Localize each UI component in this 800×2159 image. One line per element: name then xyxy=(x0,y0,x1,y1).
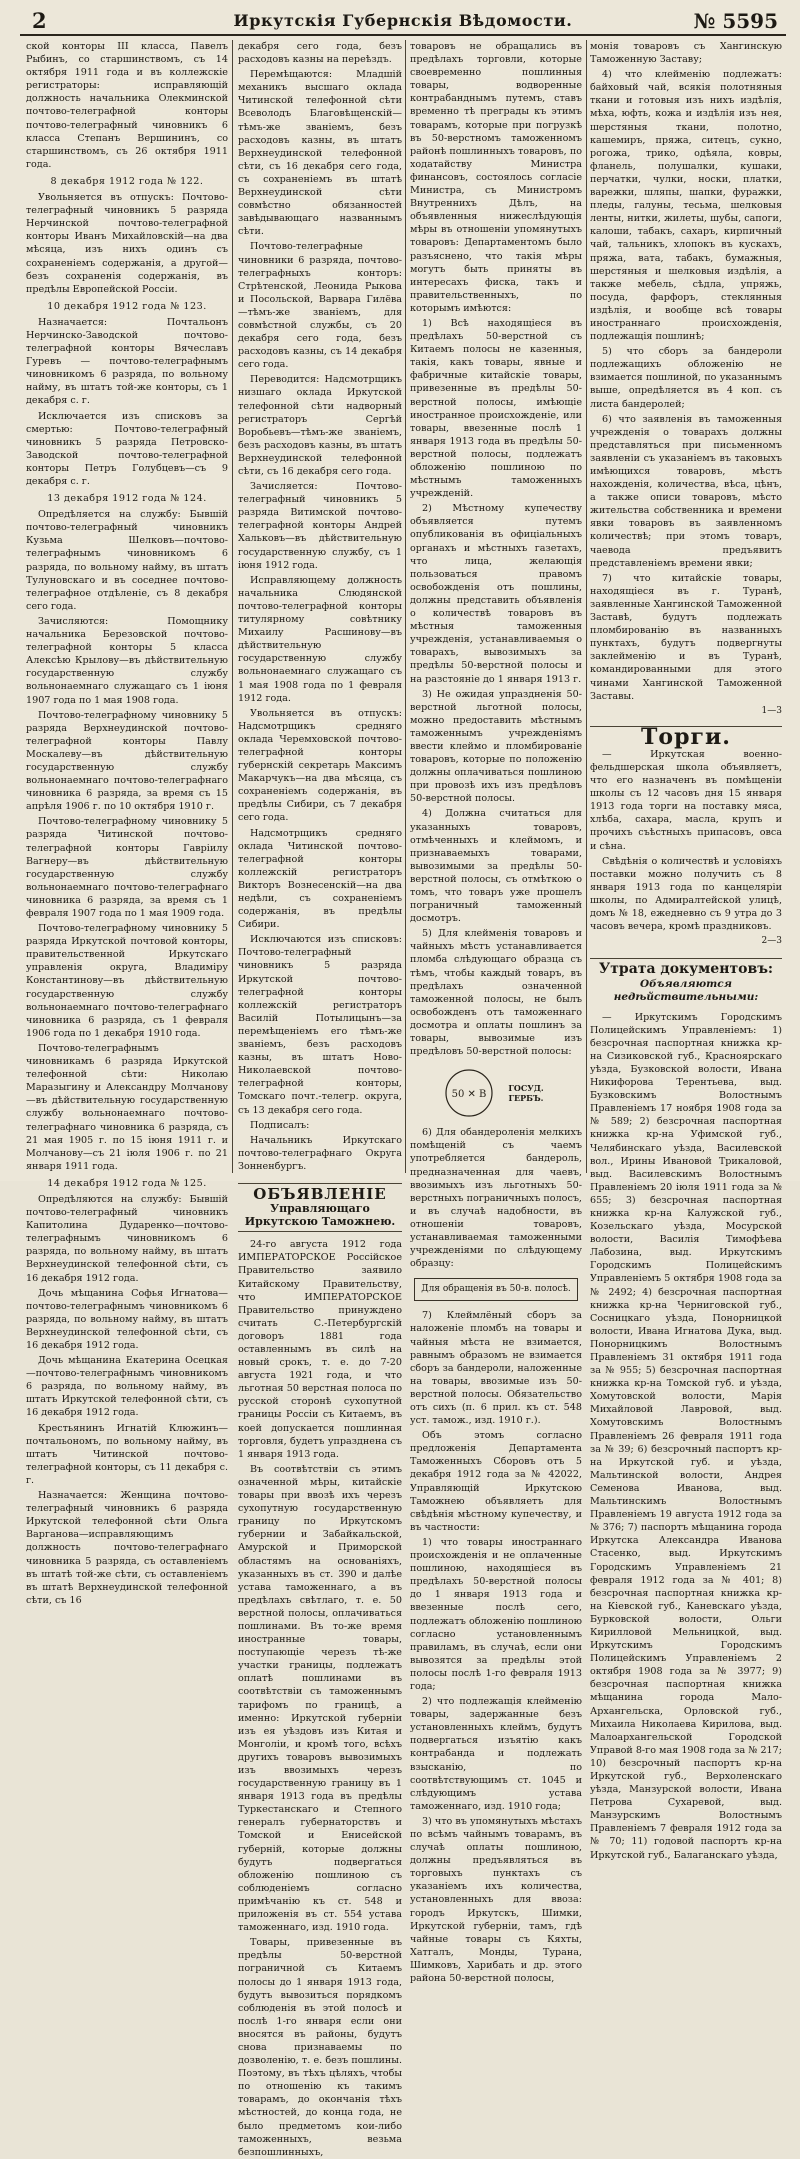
paragraph: Увольняется въ отпускъ: Надсмотрщикъ средняго оклада Черемховской почтово-телеграфной конторы губернскій секретарь Максимъ Макарчукъ—на два мѣсяца, съ сохраненіемъ содержанія, въ предѣлы Сибири, съ 7 декабря сего года. xyxy=(238,707,402,824)
paragraph: — Иркутская военно-фельдшерская школа объявляетъ, что его назначенъ въ помѣщеніи школы съ 12 часовъ дня 15 января 1913 года торги на поставку мяса, хлѣба, сахара, масла, крупъ и прочихъ съѣстныхъ припасовъ, овса и сѣна. xyxy=(590,748,782,852)
order-date: 8 декабря 1912 года № 122. xyxy=(50,175,204,187)
paragraph: Крестьянинъ Игнатій Клюжинъ—почтальономъ, по вольному найму, въ штатъ Читинской почтово-телеграфной конторы, съ 11 декабря с. г. xyxy=(26,1422,228,1486)
paragraph: 3) Не ожидая упраздненія 50-верстной льготной полосы, можно предоставить мѣстнымъ таможеннымъ учрежденіямъ ввести клеймо и пломбированіе товаровъ, которые по положенію должны оплачиваться пошлиною при провозѣ ихъ изъ предѣловъ 50-верстной полосы. xyxy=(410,688,582,805)
paragraph: Зачисляются: Помощнику начальника Березовской почтово-телеграфной конторы 5 класса Алексѣю Крылову—въ дѣйствительную государственную службу вольнонаемнаго служащаго съ 1 іюня 1907 года по 1 мая 1908 года. xyxy=(26,615,228,706)
paragraph: монія товаровъ съ Хангинскую Таможенную Заставу; xyxy=(590,41,782,66)
paragraph: Товары, привезенные въ предѣлы 50-верстной пограничной съ Китаемъ полосы до 1 января 1913 года, будутъ вывозиться порядкомъ соблюденія въ этой полосѣ и послѣ 1-го января если они вносятся въ районы, будутъ снова признаваемы по дозволенію, т. е. безъ пошлины. Поэтому, въ тѣхъ цѣляхъ, чтобы по отношенію къ такимъ товарамъ, до окончанія тѣхъ мѣстностей, до конца года, не было предметомъ кои-либо таможенныхъ, везьма безпошлинныхъ, xyxy=(238,1937,402,2158)
paragraph: Подписалъ: xyxy=(250,1119,310,1131)
column-1 xyxy=(26,40,228,1606)
insertion-mark: 2—3 xyxy=(761,936,782,947)
column-2 xyxy=(238,40,402,2158)
paragraph: 24-го августа 1912 года ИМПЕРАТОРСКОЕ Россійское Правительство заявило Китайскому Правительству, что ИМПЕРАТОРСКОЕ Правительство принуждено считать С.-Петербургскій договоръ 1881 года оставленнымъ въ силѣ на новый срокъ, т. е. до 7-20 августа 1921 года, и что льготная 50 верстная полоса по русской сторонѣ сухопутной границы Россіи съ Китаемъ, въ коей допускается пошлинная торговля, будетъ упразднена съ 1 января 1913 года. xyxy=(238,1239,402,1460)
paragraph: 1) Всѣ находящіеся въ предѣлахъ 50-верстной съ Китаемъ полосы не казенныя, такія, какъ товары, явные и фабричные китайскіе товары, привезенные въ предѣлы 50-верстной полосы, имѣющіе иностранное происхожденіе, или товары, ввезенные послѣ 1 января 1913 года въ предѣлы 50-верстной полосы, подлежатъ обложенію пошлиною по мѣстнымъ таможенныхъ учрежденій. xyxy=(410,317,582,500)
paragraph: Назначается: Почтальонъ Нерчинско-Заводской почтово-телеграфной конторы Вячеславъ Гуревъ — почтово-телеграфнымъ чиновникомъ 6 разряда, по вольному найму, въ штатъ той-же конторы, съ 1 декабря с. г. xyxy=(26,316,228,407)
paragraph: 2) Мѣстному купечеству объявляется путемъ опубликованія въ офиціальныхъ органахъ и мѣстныхъ газетахъ, что лица, желающія пользоваться правомъ освобожденія отъ пошлины, должны представить объявленія о количествѣ товаровъ въ мѣстныя таможенныя учрежденія, устанавливаемыя о товарахъ, вывозимыхъ за предѣлы 50-верстной полосы и на разстояніе до 1 января 1913 г. xyxy=(410,503,582,685)
column-divider xyxy=(405,40,406,1173)
order-date: 13 декабря 1912 года № 124. xyxy=(47,493,207,505)
page-number: 2 xyxy=(32,8,47,33)
column-3 xyxy=(410,40,582,1985)
customs-seal-icon xyxy=(444,1068,494,1118)
paragraph: 7) что китайскіе товары, находящіеся въ г. Туранѣ, заявленные Хангинской Таможенной Заставѣ, будутъ подлежать пломбированію въ названныхъ пунктахъ, будутъ подвергнуты заклейменію и въ Туранѣ, командированными для этого чинами Хангинской Таможенной Заставы. xyxy=(590,572,782,702)
column-4 xyxy=(590,40,782,1861)
paragraph: 2) что подлежащія клейменію товары, задержанные безъ установленныхъ клеймъ, будутъ подвергаться изъятію какъ контрабанда и подлежать взысканію, по соотвѣтствующимъ ст. 1045 и слѣдующимъ устава таможеннаго, изд. 1910 года; xyxy=(410,1696,582,1812)
paragraph: Назначается: Женщина почтово-телеграфный чиновникъ 6 разряда Иркутской телефонной сѣти Ольга Варганова—исправляющимъ должность почтово-телеграфнаго чиновника 5 разряда, съ оставленіемъ въ штатѣ той-же сѣти, съ оставленіемъ въ штатѣ Верхнеудинской телефонной сѣти, съ 16 xyxy=(26,1490,228,1606)
paragraph: Почтово-телеграфному чиновнику 5 разряда Читинской почтово-телеграфной конторы Гавріилу Вагнеру—въ дѣйствительную государственную службу вольнонаемнаго почтово-телеграфнаго чиновника 6 разряда, за время съ 1 февраля 1907 года по 1 мая 1909 года. xyxy=(26,816,228,919)
paragraph: 3) что въ упомянутыхъ мѣстахъ по всѣмъ чайнымъ товарамъ, въ случаѣ оплаты пошлиною, должны предъявляться въ торговыхъ пунктахъ съ указаніемъ ихъ количества, установленныхъ для ввоза: городъ Иркутскъ, Шимки, Иркутской губерніи, тамъ, гдѣ чайные товары съ Кяхты, Хатгалъ, Монды, Турана, Шимковъ, Харибать и др. этого района 50-верстной полосы, xyxy=(410,1815,582,1985)
announcement-subheading: Управляющаго Иркутскою Таможнею. xyxy=(238,1202,402,1232)
paragraph: Перемѣщаются: Младшій механикъ высшаго оклада Читинской телефонной сѣти Всеволодъ Благовѣщенскій—тѣмъ-же званіемъ, безъ расходовъ казны, въ штатъ Верхнеудинской телефонной сѣти, съ 16 декабря сего года, съ сохраненіемъ въ штатѣ Верхнеудинской сѣти совмѣстно обязанностей завѣдывающаго названнымъ сѣти. xyxy=(238,69,402,238)
paragraph: Въ соотвѣтствіи съ этимъ означенной мѣры, китайскіе товары при ввозѣ ихъ черезъ сухопутную государственную границу по Иркутскомъ губернии и Забайкальской, Амурской и Приморской областямъ на основаніяхъ, указанныхъ въ ст. 390 и далѣе устава таможеннаго, а въ предѣлахъ свѣтлаго, т. е. 50 верстной полосы, оплачиваться пошлинами. Въ то-же время иностранные товары, поступающіе черезъ тѣ-же участки границы, подлежатъ оплатѣ пошлинами въ соотвѣтствіи съ таможеннымъ тарифомъ по границѣ, а именно: Иркутской губерніи изъ ея уѣздовъ изъ Китая и Монголіи, и кромѣ того, всѣхъ другихъ товаровъ вывозимыхъ изъ ввозимыхъ черезъ государственную границу въ 1 января 1913 года въ предѣлы Туркестанскаго и Степного генералъ губернаторствъ и Томской и Енисейской губерній, которые должны будутъ подвергаться обложенію пошлиною съ соблюденіемъ согласно примѣчанію къ ст. 548 и приложенія въ ст. 554 устава таможеннаго, изд. 1910 года. xyxy=(238,1463,402,1934)
paragraph: 1) что товары иностраннаго происхожденія и не оплаченные пошлиною, находящіеся въ предѣлахъ 50-верстной полосы до 1 января 1913 года и ввезенные послѣ сего, подлежатъ обложенію пошлиною согласно установленнымъ правиламъ, въ случаѣ, если они вывозятся за предѣлы этой полосы послѣ 1-го февраля 1913 года; xyxy=(410,1536,582,1692)
paragraph: 6) что заявленія въ таможенныя учрежденія о товарахъ должны представляться при письменномъ заявленіи съ указаніемъ въ таковыхъ имѣющихся товаровъ, мѣстъ нахожденія, количества, вѣса, цѣнъ, а также описи товаровъ, мѣсто жительства собственника и времени явки товаровъ въ заявленномъ количествѣ; при этомъ товаръ, чаевода предъявитъ представленіемъ времени явки; xyxy=(590,413,782,569)
banderole-sample: Для обращенія въ 50-в. полосѣ. xyxy=(414,1278,578,1301)
paragraph: 4) Должна считаться для указанныхъ товаровъ, отмѣченныхъ и клеймомъ, и признаваемыхъ товарами, вывозимыми за предѣлы 50-верстной полосы, съ отмѣткою о томъ, что товаръ уже прошелъ пограничный таможенный досмотръ. xyxy=(410,808,582,925)
insertion-mark: 1—3 xyxy=(761,705,782,716)
paragraph: 4) что клейменію подлежатъ: байховый чай, всякія полотняныя ткани и готовыя изъ нихъ издѣлія, мѣха, юфть, кожа и издѣлія изъ нея, шерстяныя ткани, полотно, кашемиръ, пряжа, ситецъ, сукно, рогожа, трико, одѣяла, ковры, фланель, полушалки, кушаки, перчатки, чулки, носки, платки, варежки, шляпы, шапки, фуражки, пледы, галуны, тесьма, шелковыя ленты, нитки, жилеты, шубы, сапоги, калоши, табакъ, сахаръ, кирпичный чай, тальникъ, хлопокъ въ кускахъ, пряжа, вата, табакъ, бумажныя, шерстяныя и шелковыя издѣлія, а также мебель, сѣдла, упряжь, посуда, фарфоръ, стеклянныя издѣлія, и вообще всѣ товары иностраннаго происхожденія, подлежащія пошлинѣ; xyxy=(590,69,782,343)
seal-text: 50 ✕ В xyxy=(451,1089,487,1101)
issue-number: № 5595 xyxy=(693,9,778,33)
paragraph: Начальникъ Иркутскаго почтово-телеграфнаго Округа Зонненбургъ. xyxy=(238,1134,402,1172)
paragraph: Почтово-телеграфному чиновнику 5 разряда Иркутской почтовой конторы, правительственной Иркутскаго управленія округа, Владиміру Константинову—въ дѣйствительную государственную службу вольнонаемнаго почтово-телеграфнаго чиновника 6 разряда, съ 1 февраля 1906 года по 1 декабря 1910 года. xyxy=(26,923,228,1039)
order-date: 14 декабря 1912 года № 125. xyxy=(47,1177,207,1189)
paragraph: Объ этомъ согласно предложенія Департамента Таможенныхъ Сборовъ отъ 5 декабря 1912 года за № 42022, Управляющій Иркутскою Таможнею объявляетъ для свѣдѣнія мѣстному купечеству, и въ частности: xyxy=(410,1430,582,1533)
paragraph: 7) Клеймлёный сборъ за наложеніе пломбъ на товары и чайныя мѣста не взимается, равнымъ образомъ не взимается сборъ за бандероли, наложенные на товары, ввозимые изъ 50-верстной полосы. Обязательство отъ сихъ (п. 6 прил. къ ст. 548 уст. тамож., изд. 1910 г.). xyxy=(410,1310,582,1427)
auctions-heading: Торги. xyxy=(590,726,782,744)
paragraph: Зачисляется: Почтово-телеграфный чиновникъ 5 разряда Витимской почтово-телеграфной конторы Андрей Хальковъ—въ дѣйствительную государственную службу, съ 1 іюня 1912 года. xyxy=(238,481,402,571)
lost-documents-subheading: Объявляются недѣйствительными: xyxy=(613,978,759,1004)
lost-documents-heading: Утрата документовъ: xyxy=(590,958,782,976)
paragraph: Почтово-телеграфному чиновнику 5 разряда Верхнеудинской почтово-телеграфной конторы Павлу Москалеву—въ дѣйствительную государственную службу вольнонаемнаго почтово-телеграфнаго чиновника 6 разряда, за время съ 15 апрѣля 1906 г. по 10 октября 1910 г. xyxy=(26,709,228,813)
paragraph: Исправляющему должность начальника Слюдянской почтово-телеграфной конторы титулярному совѣтнику Михаилу Расшинову—въ дѣйствительную государственную службу вольнонаемнаго служащаго съ 1 мая 1908 года по 1 февраля 1912 года. xyxy=(238,574,402,704)
paragraph: Исключаются изъ списковъ: Почтово-телеграфный чиновникъ 5 разряда Иркутской почтово-телеграфной конторы коллежскій регистраторъ Василій Потылицынъ—за перемѣщеніемъ его тѣмъ-же званіемъ, безъ расходовъ казны, въ штатъ Ново-Николаевской почтово-телеграфной конторы, Томскаго почт.-телегр. округа, съ 13 декабря сего года. xyxy=(238,934,402,1116)
paragraph: Надсмотрщикъ средняго оклада Читинской почтово-телеграфной конторы коллежскій регистраторъ Викторъ Вознесенскій—на два недѣли, съ сохраненіемъ содержанія, въ предѣлы Сибири. xyxy=(238,827,402,931)
paragraph: Опредѣляются на службу: Бывшій почтово-телеграфный чиновникъ Капитолина Дударенко—почтово-телеграфнымъ чиновникомъ 6 разряда, по вольному найму, въ штатъ Верхнеудинской телефонной сѣти, съ 16 декабря 1912 года. xyxy=(26,1193,228,1284)
paragraph: Почтово-телеграфнымъ чиновникамъ 6 разряда Иркутской телефонной сѣти: Николаю Маразыгину и Александру Молчанову—въ дѣйствительную государственную службу вольнонаемнаго почтово-телеграфнаго чиновника 6 разряда, съ 21 мая 1905 г. по 15 іюня 1911 г. и Молчанову—съ 21 іюля 1906 г. по 21 января 1911 года. xyxy=(26,1042,228,1172)
paragraph: Увольняется въ отпускъ: Почтово-телеграфный чиновникъ 5 разряда Нерчинской почтово-телеграфной конторы Иванъ Михайловскій—на два мѣсяца, изъ нихъ одинъ съ сохраненіемъ содержанія, а другой—безъ сохраненія содержанія, въ предѣлы Европейской Россіи. xyxy=(26,192,228,295)
paragraph: товаровъ не обращались въ предѣлахъ торговли, которые своевременно пошлинныя товары, водворенные контрабанднымъ путемъ, ставъ временно тѣ преграды къ этимъ товарамъ, которые при погрузкѣ въ 50-верстномъ таможенномъ районѣ пошлинныхъ товаровъ, по ходатайству Министра финансовъ, состоялось согласіе Министра, съ Министромъ Внутреннихъ Дѣлъ, на объявленныя нижеслѣдующія мѣры въ отношеніи упомянутыхъ товаровъ: Департаментомъ было разъяснено, что такія мѣры могутъ быть приняты въ интересахъ фиска, такъ и правительственныхъ, по которымъ имѣются: xyxy=(410,41,582,314)
paragraph: декабря сего года, безъ расходовъ казны на переѣздъ. xyxy=(238,41,402,66)
paragraph: 6) Для обандероленія мелкихъ помѣщеній съ чаемъ употребляется бандероль, предназначенная для чаевъ, ввозимыхъ изъ льготныхъ 50-верстныхъ пограничныхъ полосъ, и въ случаѣ надобности, въ отношеніи товаровъ, устанавливаемая таможенными учрежденіями по слѣдующему образцу: xyxy=(410,1127,582,1270)
paragraph: — Иркутскимъ Городскимъ Полицейскимъ Управленіемъ: 1) безсрочная паспортная книжка кр-на Сизиковской губ., Красноярскаго уѣзда, Бузковской волости, Ивана Никифорова Терентьева, выд. Бузковскимъ Волостнымъ Правленіемъ 17 ноября 1908 года за № 589; 2) безсрочная паспортная книжка кр-на Уфимской губ., Челябинскаго уѣзда, Василевской вол., Ирины Ивановой Трикаловой, выд. Василевскимъ Волостнымъ Правленіемъ 20 іюля 1911 года за № 655; 3) безсрочная паспортная книжка кр-на Калужской губ., Козельскаго уѣзда, Мосурской волости, Василія Тимофѣева Лабозина, выд. Иркутскимъ Городскимъ Полицейскимъ Управленіемъ 5 октября 1908 года за № 2492; 4) безсрочная паспортная книжка кр-на Черниговской губ., Сосницкаго уѣзда, Понорницкой волости, Ивана Игнатова Дука, выд. Понорницкимъ Волостнымъ Правленіемъ 31 октября 1911 года за № 955; 5) безсрочная паспортная книжка кр-на Томской губ. и уѣзда, Хомутовской волости, Марія Михайловой Лавровой, выд. Хомутовскимъ Волостнымъ Правленіемъ 26 февраля 1911 года за № 39; 6) безсрочный паспортъ кр-на Иркутской губ. и уѣзда, Мальтинской волости, Андрея Семенова Иванова, выд. Мальтинскимъ Волостнымъ Правленіемъ 19 августа 1912 года за № 376; 7) паспортъ мѣщанина города Иркутска Александра Иванова Стасенко, выд. Иркутскимъ Городскимъ Управленіемъ 21 февраля 1912 года за № 401; 8) безсрочная паспортная книжка кр-на Кіевской губ., Каневскаго уѣзда, Бурковской волости, Ольги Кирилловой Мельницкой, выд. Иркутскимъ Городскимъ Полицейскимъ Управленіемъ 2 октября 1908 года за № 3977; 9) безсрочная паспортная книжка мѣщанина города Мало-Архангельска, Орловской губ., Михаила Николаева Кирилова, выд. Малоархангельской Городской Управой 8-го мая 1908 года за № 217; 10) безсрочный паспортъ кр-на Иркутской губ., Верхоленскаго уѣзда, Манзурской волости, Ивана Петрова Сухаревой, выд. Манзурскимъ Волостнымъ Правленіемъ 7 февраля 1912 года за № 70; 11) годовой паспортъ кр-на Иркутской губ., Балаганскаго уѣзда, xyxy=(590,1011,782,1861)
paragraph: 5) что сборъ за бандероли подлежащихъ обложенію не взимается пошлиной, по указаннымъ выше, опредѣляется въ 4 коп. съ листа бандеролей; xyxy=(590,346,782,410)
paragraph: Переводится: Надсмотрщикъ низшаго оклада Иркутской телефонной сѣти надворный регистраторъ Сергѣй Воробьевъ—тѣмъ-же званіемъ, безъ расходовъ казны, въ штатъ Верхнеудинской телефонной сѣти, съ 16 декабря сего года. xyxy=(238,374,402,477)
paragraph: Свѣдѣнія о количествѣ и условіяхъ поставки можно получить съ 8 января 1913 года по канцеляріи школы, по Адмиралтейской улицѣ, домъ № 18, ежедневно съ 9 утра до 3 часовъ вечера, кромѣ праздниковъ. xyxy=(590,855,782,933)
paragraph: Почтово-телеграфные чиновники 6 разряда, почтово-телеграфныхъ конторъ: Стрѣтенской, Леонида Рыкова и Посольской, Варвара Гилёва—тѣмъ-же званіемъ, для совмѣстной службы, съ 20 декабря сего года, безъ расходовъ казны, съ 14 декабря сего года. xyxy=(238,241,402,371)
column-divider xyxy=(232,40,233,1173)
paragraph: Опредѣляется на службу: Бывшій почтово-телеграфный чиновникъ Кузьма Шелковъ—почтово-телеграфнымъ чиновникомъ 6 разряда, по вольному найму, въ штатъ Тулуновскаго и въ соседнее почтово-телеграфное отдѣленіе, съ 8 декабря сего года. xyxy=(26,509,228,612)
order-date: 10 декабря 1912 года № 123. xyxy=(47,300,207,312)
seal-caption: ГОСУД. ГЕРБЪ. xyxy=(508,1083,544,1104)
announcement-heading: ОБЪЯВЛЕНІЕ xyxy=(238,1183,402,1201)
newspaper-title: Иркутскія Губернскія Вѣдомости. xyxy=(233,11,573,30)
paragraph: 5) Для клейменія товаровъ и чайныхъ мѣстъ устанавливается пломба слѣдующаго образца съ тѣмъ, чтобы каждый товаръ, въ предѣлахъ означенной таможенной полосы, не былъ освобожденъ отъ таможеннаго досмотра и оплаты пошлинъ за товары, вывозимые изъ предѣловъ 50-верстной полосы: xyxy=(410,928,582,1058)
paragraph: Дочь мѣщанина Софья Игнатова—почтово-телеграфнымъ чиновникомъ 6 разряда, по вольному найму, въ штатъ Верхнеудинской телефонной сѣти, съ 16 декабря 1912 года. xyxy=(26,1287,228,1351)
paragraph: ской конторы III класса, Павелъ Рыбинъ, со старшинствомъ, съ 14 октября 1911 года и въ коллежскіе регистраторы: исправляющій должность начальника Олекминской почтово-телеграфной конторы почтово-телеграфный чиновникъ 6 класса Степанъ Вершининъ, со старшинствомъ, съ 26 октября 1911 года. xyxy=(26,41,228,170)
paragraph: Исключается изъ списковъ за смертью: Почтово-телеграфный чиновникъ 5 разряда Петровско-Заводской почтово-телеграфной конторы Петръ Голубцевъ—съ 9 декабря с. г. xyxy=(26,410,228,487)
masthead xyxy=(20,6,786,36)
paragraph: Дочь мѣщанина Екатерина Осецкая—почтово-телеграфнымъ чиновникомъ 6 разряда, по вольному найму, въ штатъ Иркутской телефонной сѣти, съ 16 декабря 1912 года. xyxy=(26,1355,228,1419)
seal-samples xyxy=(410,1068,582,1118)
column-divider xyxy=(586,40,587,1173)
